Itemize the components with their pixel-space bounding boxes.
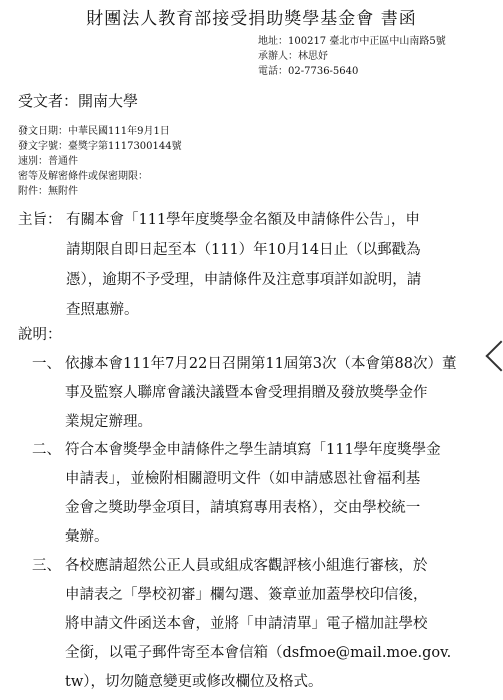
- subject-line: 有關本會「111學年度獎學金名額及申請條件公告」，申: [66, 212, 420, 228]
- binding-mark-icon: [485, 340, 503, 371]
- item-marker: 一、: [32, 356, 61, 372]
- document-title: 財團法人教育部接受捐助獎學基金會 書函: [86, 9, 417, 29]
- sender-address: 地址：100217 臺北市中正區中山南路5號: [258, 36, 446, 47]
- attachment-info: 附件：無附件: [18, 186, 78, 197]
- item-line: 業規定辦理。: [65, 414, 152, 430]
- sender-phone: 電話：02-7736-5640: [258, 66, 359, 77]
- explanation-label: 說明：: [18, 327, 62, 343]
- item-line: 金會之獎助學金項目，請填寫專用表格），交由學校統一: [65, 500, 421, 516]
- item-line: 彙辦。: [65, 529, 109, 545]
- item-line: 依據本會111年7月22日召開第11屆第3次（本會第88次）董: [65, 356, 457, 372]
- item-marker: 二、: [32, 442, 61, 458]
- item-line: 全銜，以電子郵件寄至本會信箱（dsfmoe@mail.moe.gov.: [65, 645, 452, 661]
- subject-line: 查照惠辦。: [66, 302, 139, 318]
- delivery-speed: 速別：普通件: [18, 156, 78, 167]
- subject-line: 請期限自即日起至本（111）年10月14日止（以郵戳為: [66, 242, 421, 258]
- item-line: 符合本會獎學金申請條件之學生請填寫「111學年度獎學金: [65, 442, 441, 458]
- sender-handler: 承辦人：林思妤: [258, 51, 328, 62]
- recipient: 受文者：開南大學: [18, 92, 139, 110]
- item-line: 將申請文件函送本會，並將「申請清單」電子檔加註學校: [65, 616, 428, 632]
- item-line: 事及監察人聯席會議決議暨本會受理捐贈及發放獎學金作: [65, 385, 428, 401]
- issue-date: 發文日期：中華民國111年9月1日: [18, 126, 170, 137]
- subject-line: 憑），逾期不予受理，申請條件及注意事項詳如說明，請: [66, 272, 422, 288]
- item-line: 申請表」，並檢附相關證明文件（如申請感恩社會福利基: [65, 471, 421, 487]
- item-line: 各校應請超然公正人員或組成客觀評核小組進行審核，於: [65, 558, 428, 574]
- issue-number: 發文字號：臺獎字第1117300144號: [18, 141, 182, 152]
- item-line: 申請表之「學校初審」欄勾選、簽章並加蓋學校印信後，: [65, 587, 428, 603]
- item-line: tw），切勿隨意變更或修改欄位及格式。: [65, 674, 323, 690]
- security-level: 密等及解密條件或保密期限：: [18, 171, 148, 182]
- subject-label: 主旨：: [18, 212, 62, 228]
- item-marker: 三、: [32, 558, 61, 574]
